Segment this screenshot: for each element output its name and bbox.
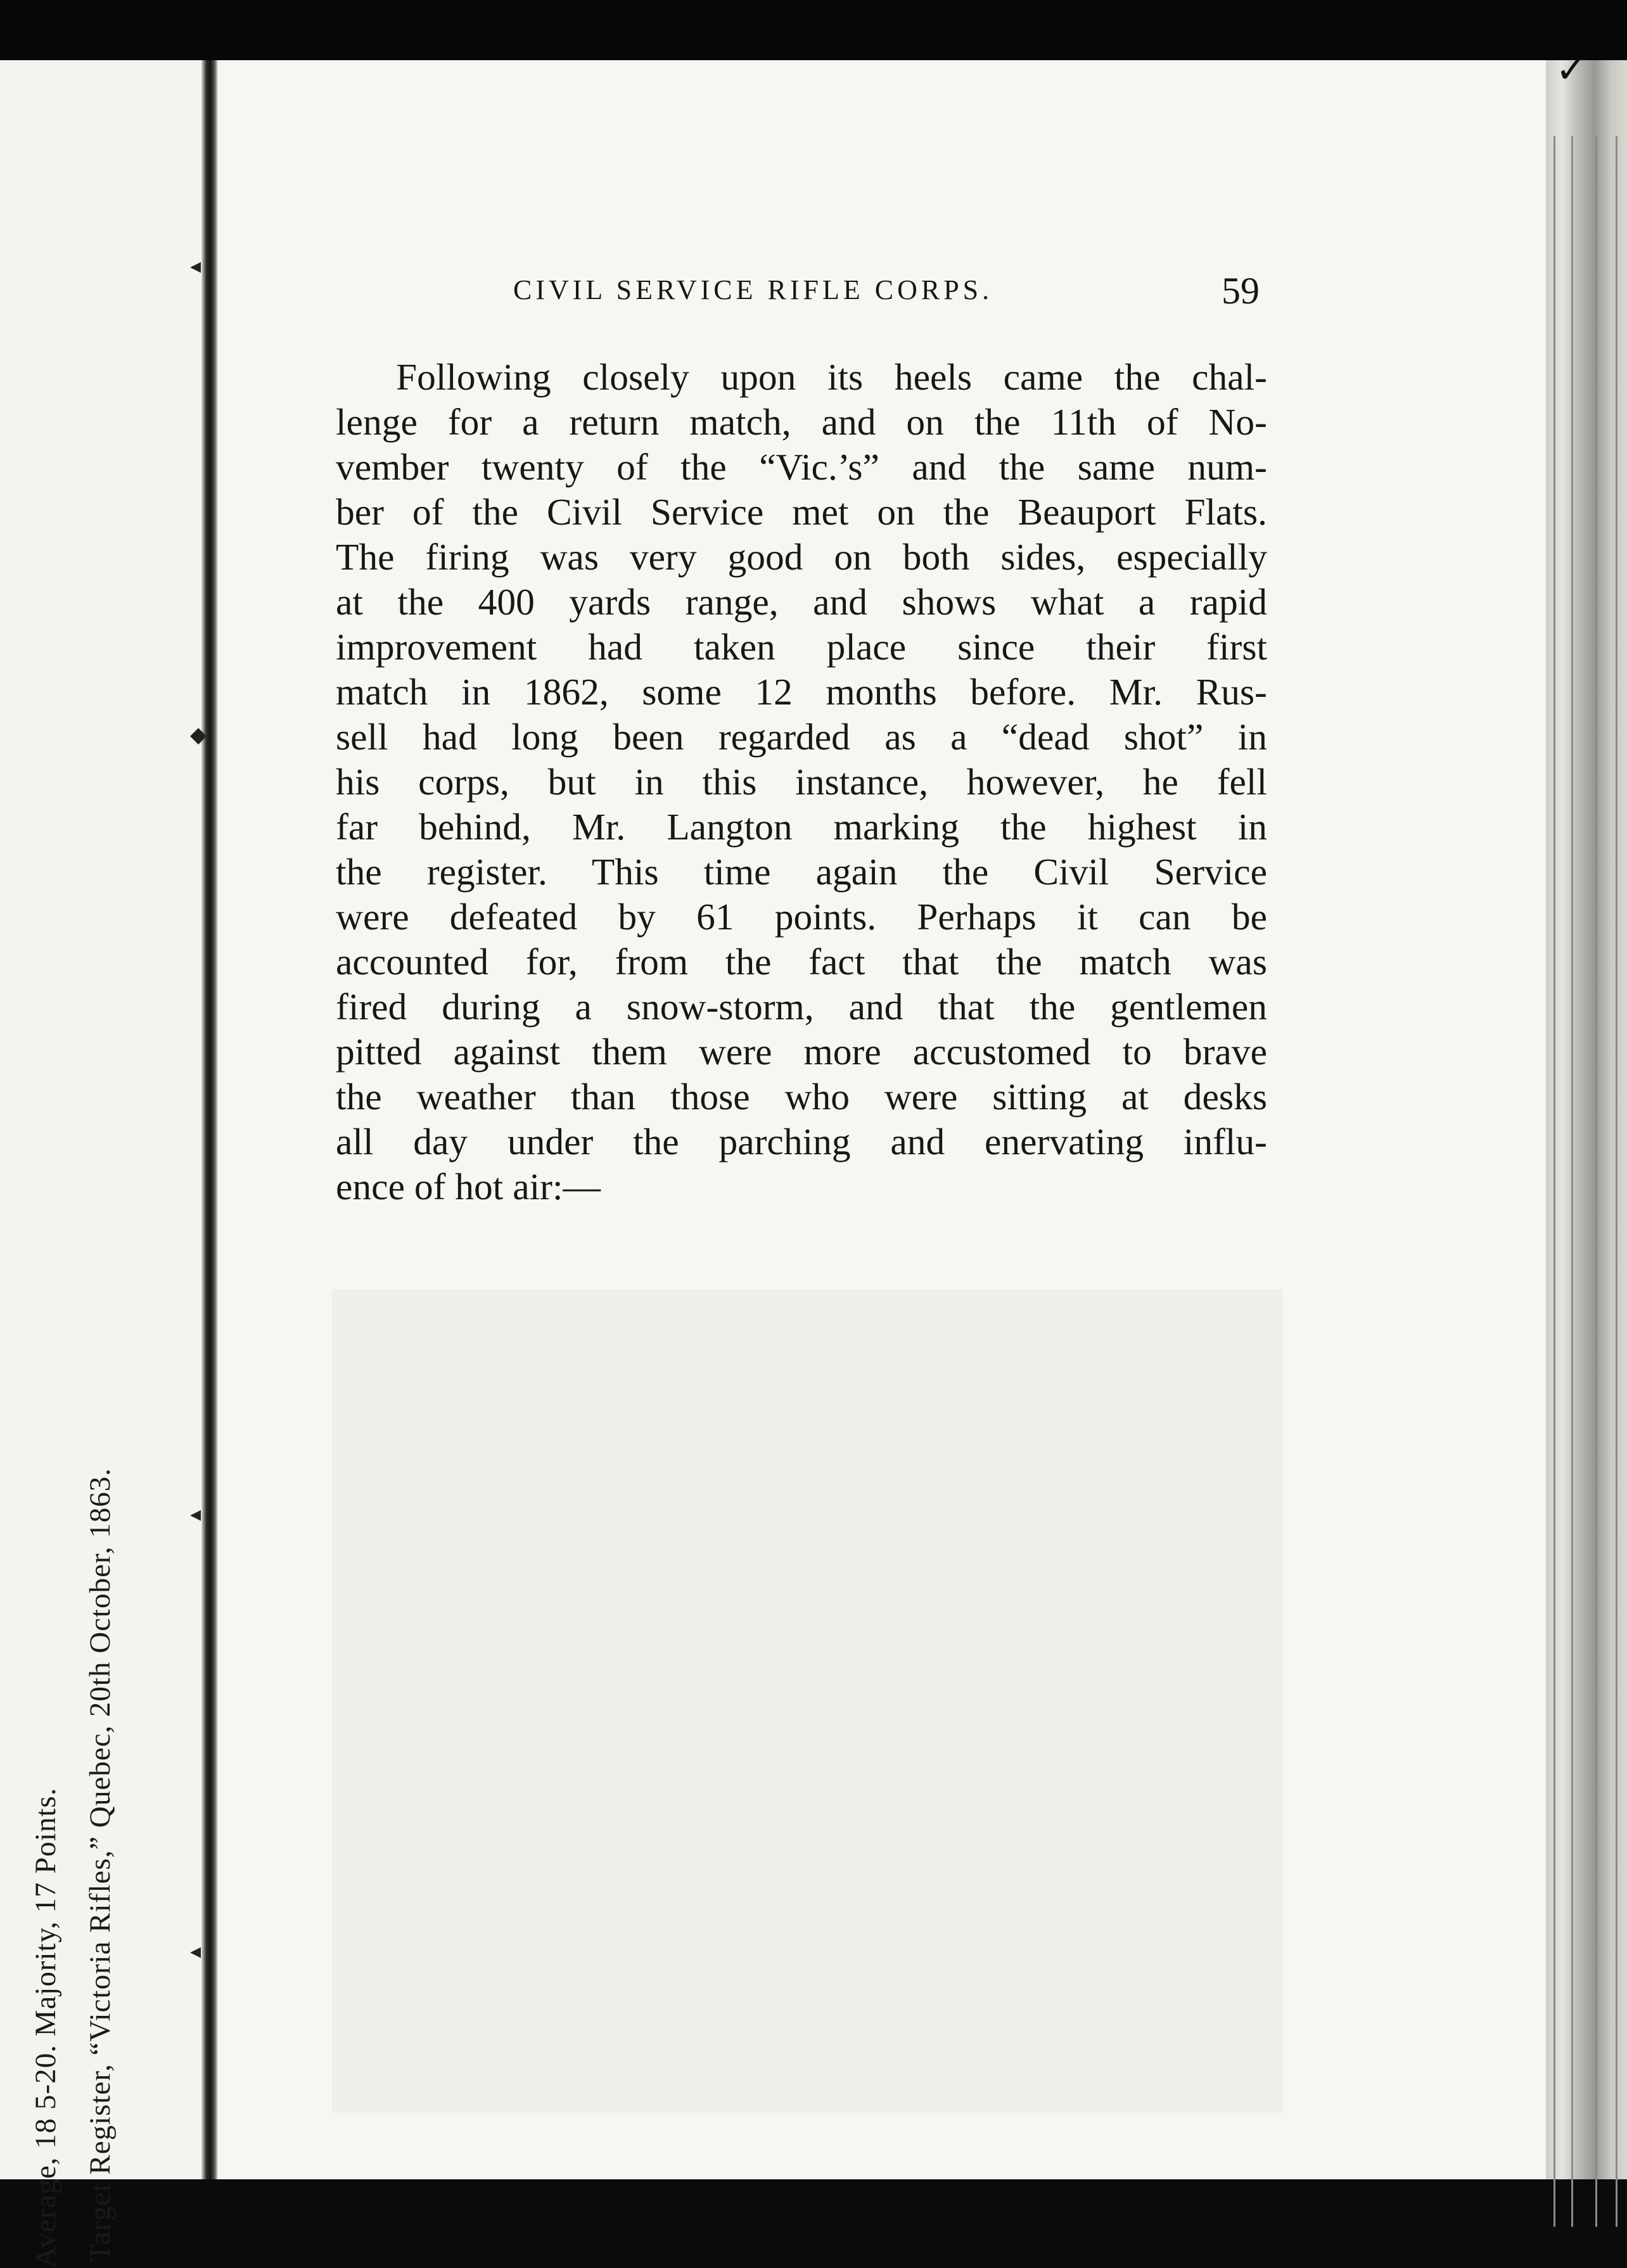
stitch-mark: ◂ xyxy=(190,253,201,279)
edge-line xyxy=(1554,136,1555,2227)
margin-note-target-register: Target Register, “Victoria Rifles,” Quebec, 20th October, 1863. xyxy=(84,1468,117,2262)
page-number: 59 xyxy=(1222,270,1260,312)
corner-fold-icon: ✓ xyxy=(1555,48,1588,92)
edge-line xyxy=(1616,136,1617,2227)
text-line: pitted against them were more accustomed to brave xyxy=(336,1031,1267,1073)
text-line: his corps, but in this instance, however, he fell xyxy=(336,761,1267,803)
text-line: at the 400 yards range, and shows what a rapid xyxy=(336,581,1267,623)
text-line: all day under the parching and enervating influ- xyxy=(336,1121,1267,1163)
text-line: accounted for, from the fact that the match was xyxy=(336,941,1267,983)
text-line: lenge for a return match, and on the 11th of No- xyxy=(336,401,1267,443)
scan-top-border xyxy=(0,0,1627,60)
body-paragraph xyxy=(336,355,1267,1209)
edge-line xyxy=(1571,136,1573,2227)
running-head: CIVIL SERVICE RIFLE CORPS. xyxy=(513,274,993,305)
text-line: match in 1862, some 12 months before. Mr. Rus- xyxy=(336,671,1267,713)
show-through xyxy=(332,1289,1282,2113)
text-line: far behind, Mr. Langton marking the highest in xyxy=(336,806,1267,848)
text-line: vember twenty of the “Vic.’s” and the same num- xyxy=(336,446,1267,488)
text-line: sell had long been regarded as a “dead shot” in xyxy=(336,716,1267,758)
text-line: improvement had taken place since their first xyxy=(336,626,1267,668)
text-line: The firing was very good on both sides, especially xyxy=(336,536,1267,578)
text-line: ber of the Civil Service met on the Beauport Flats. xyxy=(336,491,1267,533)
stitch-mark: ◆ xyxy=(190,722,207,748)
text-line: the weather than those who were sitting at desks xyxy=(336,1076,1267,1118)
book-gutter xyxy=(201,60,218,2179)
text-line: fired during a snow-storm, and that the gentlemen xyxy=(336,986,1267,1028)
stitch-mark: ◂ xyxy=(190,1939,201,1964)
stitch-mark: ◂ xyxy=(190,1501,201,1527)
left-page xyxy=(0,60,212,2268)
text-line: Following closely upon its heels came the chal- xyxy=(396,356,1267,398)
margin-note-average: Average, 18 5-20. Majority, 17 Points. xyxy=(29,1787,62,2268)
text-line: were defeated by 61 points. Perhaps it can be xyxy=(336,896,1267,938)
edge-line xyxy=(1595,136,1597,2227)
text-line: ence of hot air:— xyxy=(336,1166,601,1207)
page-edges xyxy=(1546,60,1627,2179)
text-line: the register. This time again the Civil Service xyxy=(336,851,1267,893)
